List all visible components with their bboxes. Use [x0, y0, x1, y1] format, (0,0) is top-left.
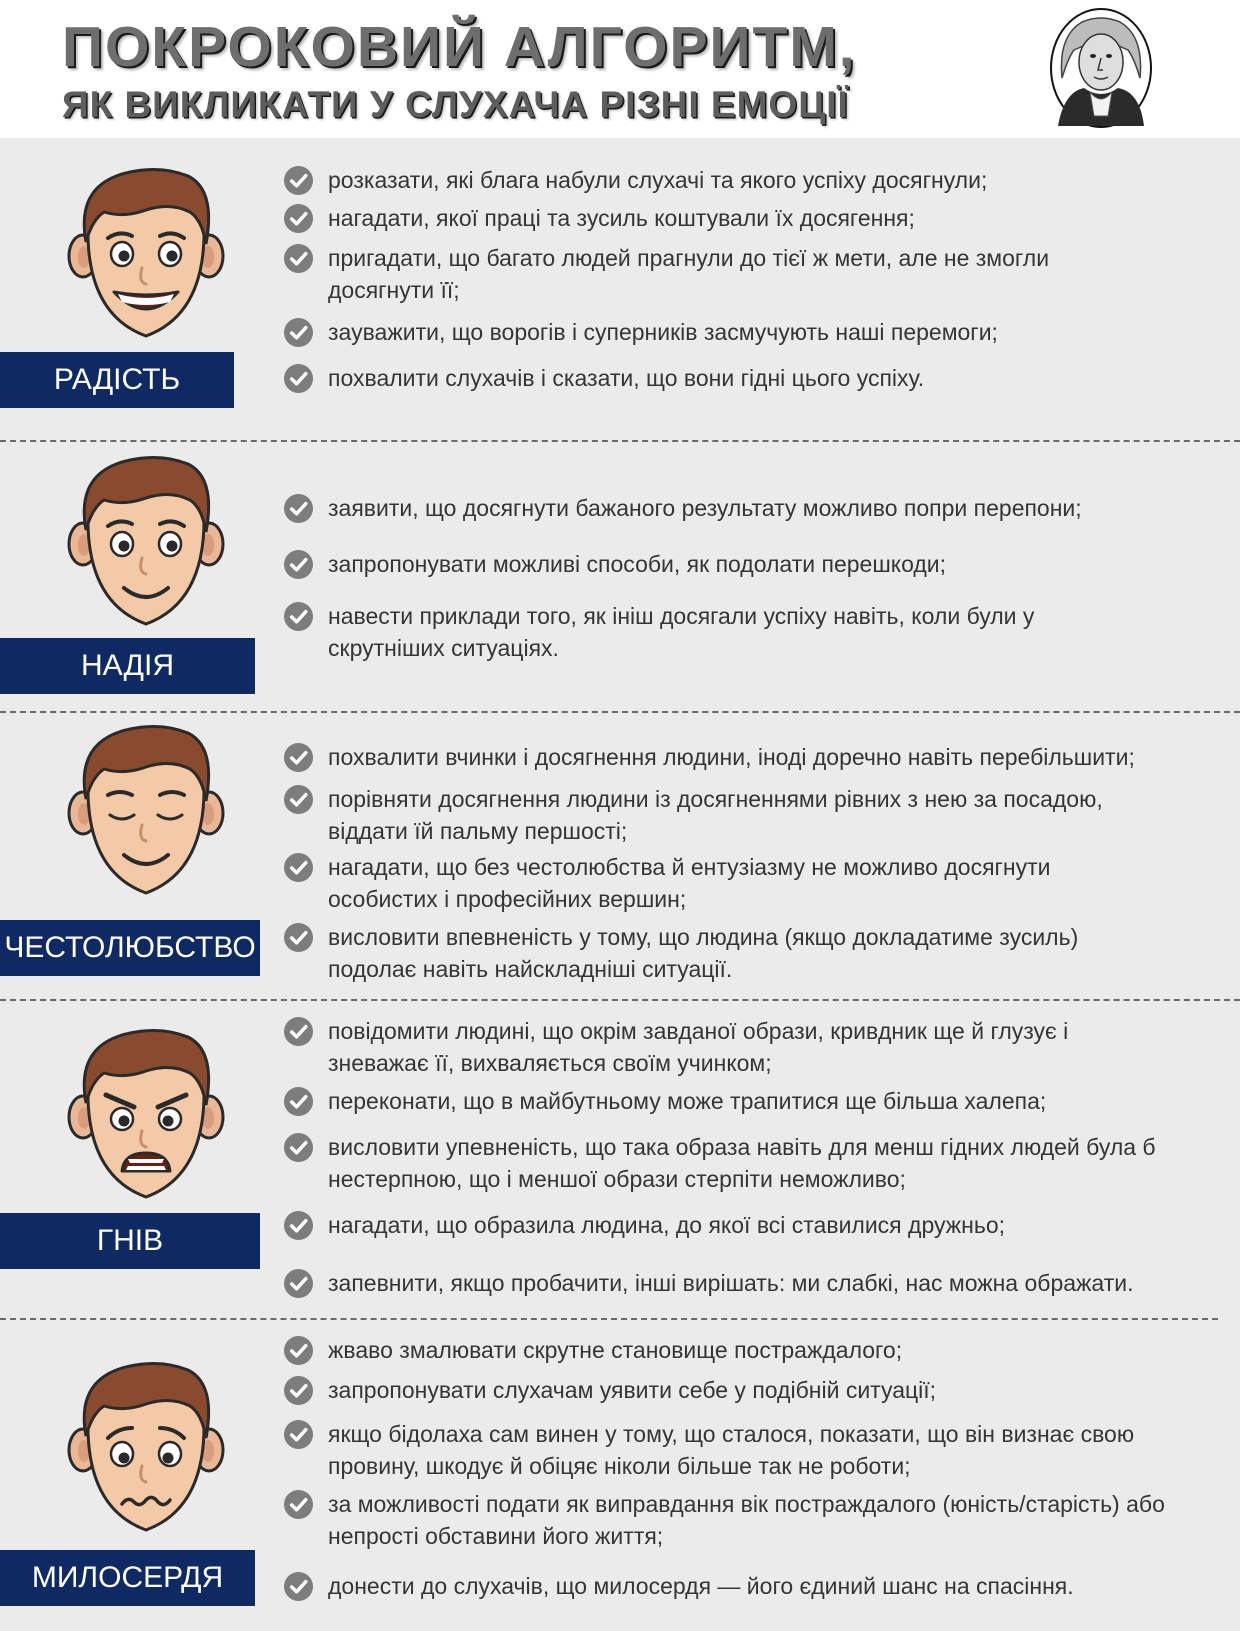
check-circle-icon — [283, 243, 314, 274]
list-item: запевнити, якщо пробачити, інші вирішать: ми слабкі, нас можна ображати. — [283, 1267, 1223, 1299]
check-circle-icon — [283, 852, 314, 883]
page-subtitle: ЯК ВИКЛИКАТИ У СЛУХАЧА РІЗНІ ЕМОЦІЇ — [62, 84, 849, 125]
list-item: навести приклади того, як ініш досягали успіху навіть, коли були у скрутніших ситуаціях. — [283, 600, 1083, 664]
check-circle-icon — [283, 1375, 314, 1406]
section-anger — [0, 1001, 1240, 1316]
check-circle-icon — [283, 1210, 314, 1241]
section-mercy — [0, 1320, 1240, 1631]
check-circle-icon — [283, 165, 314, 196]
list-item: пригадати, що багато людей прагнули до тієї ж мети, але не змогли досягнути її; — [283, 242, 1143, 306]
check-circle-icon — [283, 363, 314, 394]
check-circle-icon — [283, 1419, 314, 1450]
list-item: жваво змалювати скрутне становище постраждалого; — [283, 1334, 1223, 1366]
check-circle-icon — [283, 1335, 314, 1366]
list-item: за можливості подати як виправдання вік постраждалого (юність/старість) або непрості обставини його життя; — [283, 1488, 1183, 1552]
list-item: якщо бідолаха сам винен у тому, що сталося, показати, що він визнає свою провину, шкодує й обіцяє ніколи більше так не роботи; — [283, 1418, 1163, 1482]
happy-face-icon — [66, 164, 226, 339]
emotion-label-anger: ГНІВ — [0, 1213, 260, 1269]
list-item: зауважити, що ворогів і суперників засмучують наші перемоги; — [283, 316, 1223, 348]
check-circle-icon — [283, 601, 314, 632]
emotion-label-hope: НАДІЯ — [0, 638, 255, 694]
check-circle-icon — [283, 1016, 314, 1047]
list-item: запропонувати можливі способи, як подолати перешкоди; — [283, 548, 1223, 580]
check-circle-icon — [283, 203, 314, 234]
check-circle-icon — [283, 784, 314, 815]
check-circle-icon — [283, 493, 314, 524]
list-item: нагадати, що без честолюбства й ентузіазму не можливо досягнути особистих і професійних вершин; — [283, 851, 1123, 915]
check-circle-icon — [283, 922, 314, 953]
check-circle-icon — [283, 1268, 314, 1299]
list-item: нагадати, якої праці та зусиль коштували їх досягення; — [283, 202, 1223, 234]
list-item: нагадати, що образила людина, до якої всі ставилися дружньо; — [283, 1209, 1223, 1241]
proud-face-icon — [66, 721, 226, 896]
list-item: донести до слухачів, що милосердя — його єдиний шанс на спасіння. — [283, 1570, 1223, 1602]
check-circle-icon — [283, 742, 314, 773]
check-circle-icon — [283, 1489, 314, 1520]
angry-face-icon — [66, 1025, 226, 1200]
list-item: висловити упевненість, що така образа навіть для менш гідних людей була б нестерпною, що і меншої образи стерпіти неможливо; — [283, 1131, 1223, 1195]
emotion-label-joy: РАДІСТЬ — [0, 352, 234, 408]
worried-face-icon — [66, 1358, 226, 1533]
header — [0, 0, 1240, 138]
emotion-label-mercy: МИЛОСЕРДЯ — [0, 1550, 255, 1606]
list-item: похвалити вчинки і досягнення людини, іноді доречно навіть перебільшити; — [283, 741, 1233, 773]
list-item: повідомити людині, що окрім завданої образи, кривдник ще й глузує і зневажає її, вихваляється своїм учинком; — [283, 1015, 1143, 1079]
list-item: переконати, що в майбутньому може трапитися ще більша халепа; — [283, 1085, 1223, 1117]
emotion-label-ambition: ЧЕСТОЛЮБСТВО — [0, 920, 260, 976]
list-item: розказати, які блага набули слухачі та якого успіху досягнули; — [283, 164, 1223, 196]
check-circle-icon — [283, 549, 314, 580]
section-ambition — [0, 713, 1240, 998]
list-item: запропонувати слухачам уявити себе у подібній ситуації; — [283, 1374, 1223, 1406]
list-item: порівняти досягнення людини із досягненнями рівних з нею за посадою, віддати їй пальму першості; — [283, 783, 1173, 847]
check-circle-icon — [283, 1571, 314, 1602]
list-item: висловити впевненість у тому, що людина (якщо докладатиме зусиль) подолає навіть найскладніші ситуації. — [283, 921, 1163, 985]
list-item: заявити, що досягнути бажаного результату можливо попри перепони; — [283, 492, 1223, 524]
lomonosov-portrait-icon — [1048, 6, 1154, 130]
check-circle-icon — [283, 1132, 314, 1163]
smiling-face-icon — [66, 452, 226, 627]
check-circle-icon — [283, 317, 314, 348]
check-circle-icon — [283, 1086, 314, 1117]
section-joy — [0, 138, 1240, 438]
page-title: ПОКРОКОВИЙ АЛГОРИТМ, — [62, 15, 857, 79]
list-item: похвалити слухачів і сказати, що вони гідні цього успіху. — [283, 362, 1223, 394]
section-hope — [0, 442, 1240, 710]
